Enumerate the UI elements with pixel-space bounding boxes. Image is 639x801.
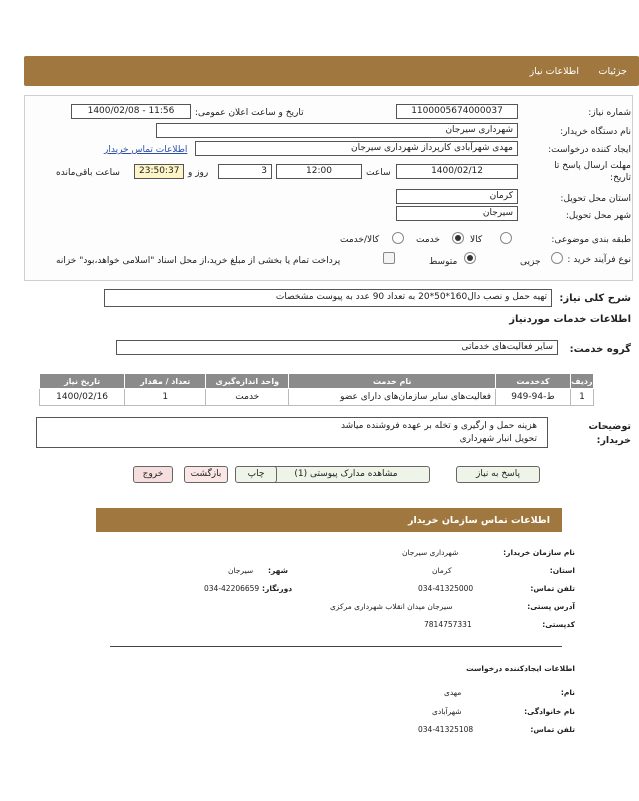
buyer-notes-line2: تحویل انبار شهرداری <box>459 434 537 444</box>
deadline-hour-label: ساعت <box>366 168 391 178</box>
process-minor-label: جزیی <box>520 257 541 267</box>
creator-name-label: نام: <box>560 688 575 697</box>
contact-org-label: نام سازمان خریدار: <box>503 548 575 557</box>
services-table <box>39 373 594 406</box>
contact-address-value: سیرجان میدان انقلاب شهرداری مرکزی <box>330 602 453 611</box>
remaining-label: ساعت باقی‌مانده <box>56 168 120 178</box>
creator-phone-label: تلفن تماس: <box>530 725 575 734</box>
table-row[interactable] <box>40 389 594 406</box>
contact-city-label: شهر: <box>268 566 288 575</box>
category-service-label: خدمت <box>416 235 440 245</box>
days-remaining-field[interactable]: 3 <box>218 164 272 179</box>
contact-province-label: استان: <box>549 566 575 575</box>
top-header-bar <box>24 56 639 86</box>
creator-family-label: نام خانوادگی: <box>524 707 575 716</box>
buyer-label: نام دستگاه خریدار: <box>560 127 631 137</box>
creator-family-value: شهرآبادی <box>432 707 462 716</box>
buyer-notes-box <box>36 417 548 448</box>
process-label: نوع فرآیند خرید : <box>567 255 631 265</box>
need-number-field[interactable]: 1100005674000037 <box>396 104 518 119</box>
category-label: طبقه بندی موضوعی: <box>551 235 631 245</box>
cell-service-name: فعالیت‌های سایر سازمان‌های دارای عضو <box>289 389 496 406</box>
contact-fax-label: دورنگار: <box>262 584 293 593</box>
category-goods-radio[interactable] <box>500 232 512 244</box>
contact-divider <box>110 646 562 647</box>
back-button[interactable]: بازگشت <box>184 466 228 483</box>
services-section-title: اطلاعات خدمات موردنیاز <box>509 314 631 325</box>
need-number-label: شماره نیاز: <box>588 108 631 118</box>
creator-label: ایجاد کننده درخواست: <box>548 145 631 155</box>
province-field[interactable]: کرمان <box>396 189 518 204</box>
city-label: شهر محل تحویل: <box>565 211 631 221</box>
contact-section-header <box>96 508 562 532</box>
col-row: ردیف <box>570 374 593 389</box>
contact-phone-label: تلفن تماس: <box>530 584 575 593</box>
service-group-field[interactable]: سایر فعالیت‌های خدماتی <box>116 340 558 355</box>
cell-quantity: 1 <box>125 389 206 406</box>
process-minor-radio[interactable] <box>551 252 563 264</box>
col-service-name: نام خدمت <box>289 374 496 389</box>
reply-button[interactable]: پاسخ به نیاز <box>456 466 540 483</box>
contact-postal-label: کدپستی: <box>542 620 575 629</box>
col-service-code: کدخدمت <box>496 374 571 389</box>
contact-fax-value: 034-42206659 <box>204 584 260 593</box>
cell-unit: خدمت <box>206 389 289 406</box>
announce-date-label: تاریخ و ساعت اعلان عمومی: <box>195 108 304 118</box>
remaining-time-field: 23:50:37 <box>134 164 184 179</box>
contact-address-label: آدرس پستی: <box>527 602 575 611</box>
cell-row: 1 <box>570 389 593 406</box>
category-goods-service-radio[interactable] <box>392 232 404 244</box>
header-title[interactable]: جزئیات <box>598 66 627 77</box>
buyer-notes-line1: هزینه حمل و ارگیری و تخله بر عهده فروشنده میاشد <box>340 421 537 431</box>
category-goods-label: کالا <box>470 235 483 245</box>
exit-button[interactable]: خروج <box>133 466 173 483</box>
service-group-label: گروه خدمت: <box>569 344 631 355</box>
category-service-radio[interactable] <box>452 232 464 244</box>
province-label: استان محل تحویل: <box>560 194 631 204</box>
header-need-info-link[interactable]: اطلاعات نیاز <box>529 66 579 77</box>
summary-field[interactable]: تهیه حمل و نصب دال160*50*20 به تعداد 90 عدد به پیوست مشخصات <box>104 289 552 307</box>
deadline-time-field[interactable]: 12:00 <box>276 164 362 179</box>
summary-label: شرح کلی نیاز: <box>559 293 631 304</box>
city-field[interactable]: سیرجان <box>396 206 518 221</box>
print-button[interactable]: چاپ <box>235 466 277 483</box>
creator-field[interactable]: مهدی شهرآبادی کارپرداز شهرداری سیرجان <box>195 141 518 156</box>
cell-need-date: 1400/02/16 <box>40 389 125 406</box>
treasury-payment-checkbox[interactable] <box>383 252 395 264</box>
buyer-field[interactable]: شهرداری سیرجان <box>156 123 518 138</box>
announce-date-field[interactable]: 1400/02/08 - 11:56 <box>71 104 191 119</box>
buyer-contact-link[interactable]: اطلاعات تماس خریدار <box>104 145 188 155</box>
contact-postal-value: 7814757331 <box>424 620 472 629</box>
category-goods-service-label: کالا/خدمت <box>340 235 380 245</box>
contact-org-value: شهرداری سیرجان <box>402 548 459 557</box>
deadline-label: مهلت ارسال پاسخ تا تاریخ: <box>554 161 631 183</box>
contact-province-value: کرمان <box>432 566 452 575</box>
process-medium-radio[interactable] <box>464 252 476 264</box>
creator-info-title: اطلاعات ایجادکننده درخواست <box>466 664 575 673</box>
process-medium-label: متوسط <box>429 257 458 267</box>
col-unit: واحد اندازه‌گیری <box>206 374 289 389</box>
buyer-notes-label: توضیحات خریدار: <box>588 421 631 446</box>
contact-section-title: اطلاعات تماس سازمان خریدار <box>407 515 550 526</box>
col-quantity: تعداد / مقدار <box>125 374 206 389</box>
treasury-payment-note: پرداخت تمام یا بخشی از مبلغ خرید،از محل اسناد "اسلامی خواهد،بود" خزانه <box>56 256 341 266</box>
creator-name-value: مهدی <box>444 688 462 697</box>
deadline-date-field[interactable]: 1400/02/12 <box>396 164 518 179</box>
contact-city-value: سیرجان <box>228 566 254 575</box>
view-attachments-button[interactable]: مشاهده مدارک پیوستی (1) <box>262 466 430 483</box>
col-need-date: تاریخ نیاز <box>40 374 125 389</box>
creator-phone-value: 034-41325108 <box>418 725 474 734</box>
cell-service-code: ط-94-949 <box>496 389 571 406</box>
days-label: روز و <box>188 168 209 178</box>
contact-phone-value: 034-41325000 <box>418 584 474 593</box>
